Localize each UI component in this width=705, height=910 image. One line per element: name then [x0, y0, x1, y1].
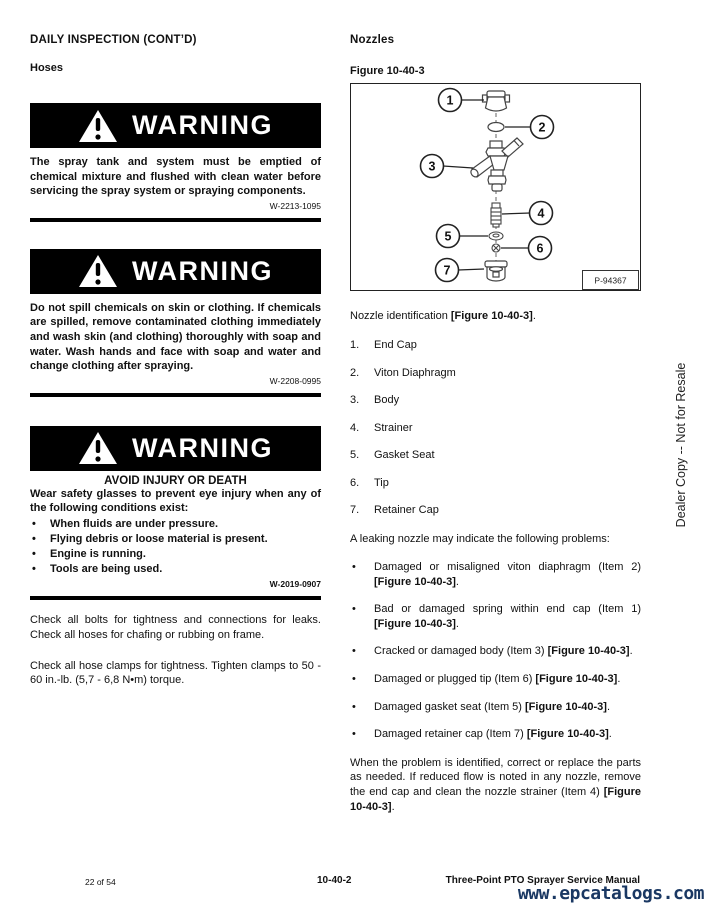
problem-text: Damaged or plugged tip (Item 6): [374, 672, 536, 685]
photo-id: P-94367: [594, 275, 627, 286]
figure-reference: [Figure 10-40-3]: [535, 672, 618, 685]
warning-triangle-icon: [78, 109, 118, 143]
problem-text: Cracked or damaged body (Item 3): [374, 645, 548, 658]
closing-paragraph: [350, 756, 641, 814]
body-paragraph: Check all bolts for tightness and connections for leaks. Check all hoses for chafing or rubbing on frame.: [30, 613, 321, 641]
dealer-copy-watermark: Dealer Copy -- Not for Resale: [674, 362, 688, 528]
safety-bullet: • Engine is running.: [30, 547, 321, 562]
item-label: Body: [374, 394, 400, 406]
callout-number-7: 7: [443, 263, 451, 278]
item-number: 5.: [350, 449, 360, 461]
item-number: 3.: [350, 394, 360, 406]
period: .: [455, 575, 459, 588]
callout-number-6: 6: [536, 241, 544, 256]
figure-reference: [Figure 10-40-3]: [350, 785, 641, 813]
part-end-cap: [483, 91, 510, 111]
warning-banner-label: WARNING: [132, 432, 273, 463]
figure-caption: Figure 10-40-3: [350, 65, 425, 77]
figure-reference: [Figure 10-40-3]: [450, 310, 533, 322]
identification-line: [350, 309, 641, 324]
item-label: Tip: [374, 476, 389, 489]
warning-text-3: Wear safety glasses to prevent eye injury when any of the following conditions exist:: [30, 487, 321, 515]
section-rule: [30, 393, 321, 397]
figure-reference: [Figure 10-40-3]: [525, 700, 607, 713]
identification-text: Nozzle identification: [350, 310, 451, 322]
problem-bullet: [350, 727, 641, 742]
epcatalogs-watermark: www.epcatalogs.com: [517, 883, 704, 904]
figure-reference: [Figure 10-40-3]: [526, 728, 609, 741]
item-label: Gasket Seat: [374, 449, 435, 461]
part-viton-diaphragm: [488, 123, 504, 132]
figure-reference: [Figure 10-40-3]: [547, 645, 630, 658]
parts-list-item: [350, 450, 641, 461]
period: .: [608, 728, 612, 741]
warning-code-2: W-2208-0995: [269, 375, 321, 386]
problem-text: Bad or damaged spring within end cap (Item 1): [374, 603, 641, 616]
warning-banner-3: [30, 426, 321, 471]
nozzle-exploded-diagram: [351, 84, 640, 290]
problem-bullet: [350, 700, 641, 715]
parts-list-item: [350, 340, 641, 351]
problem-bullet: [350, 644, 641, 659]
callout-number-1: 1: [446, 93, 454, 108]
page-title: DAILY INSPECTION (CONT’D): [30, 34, 197, 46]
parts-list-item: [350, 505, 641, 516]
item-label: Strainer: [374, 421, 413, 434]
period: .: [532, 310, 536, 322]
right-column: [350, 0, 641, 814]
part-gasket-seat: [489, 232, 503, 240]
section-heading-nozzles: Nozzles: [350, 34, 395, 46]
safety-bullet-list: [30, 517, 321, 577]
item-number: 1.: [350, 339, 360, 351]
warning-code-1: W-2213-1095: [269, 200, 321, 211]
problem-text: Damaged or misaligned viton diaphragm (Item 2): [374, 561, 641, 573]
part-tip: [492, 244, 500, 252]
item-label: Retainer Cap: [374, 504, 439, 516]
figure-reference: [Figure 10-40-3]: [374, 617, 456, 630]
parts-list-item: [350, 368, 641, 379]
warning-code-3: W-2019-0907: [269, 578, 321, 589]
section-rule: [30, 596, 321, 600]
item-label: End Cap: [374, 339, 417, 351]
problem-text: Damaged gasket seat (Item 5): [374, 700, 526, 713]
callout-number-4: 4: [537, 206, 545, 221]
item-number: 2.: [350, 366, 360, 379]
callout-number-2: 2: [538, 120, 546, 135]
figure-10-40-3: [350, 83, 641, 291]
parts-list: [350, 340, 641, 516]
warning-subheading: AVOID INJURY OR DEATH: [104, 474, 247, 487]
problems-list: [350, 560, 641, 742]
item-label: Viton Diaphragm: [374, 366, 456, 379]
warning-text-1: The spray tank and system must be emptied of chemical mixture and flushed with clean water before servicing the spray system or spraying components.: [30, 156, 321, 198]
safety-bullet: • When fluids are under pressure.: [30, 517, 321, 532]
warning-banner-label: WARNING: [132, 110, 273, 140]
left-column: [30, 0, 321, 688]
warning-banner-1: [30, 103, 321, 148]
problem-text: Damaged retainer cap (Item 7): [374, 728, 527, 741]
part-retainer-cap: [485, 261, 507, 281]
callout-number-3: 3: [428, 159, 436, 174]
safety-bullet: • Flying debris or loose material is present.: [30, 532, 321, 547]
figure-callouts: [421, 89, 554, 282]
warning-banner-label: WARNING: [132, 255, 273, 286]
item-number: 4.: [350, 421, 360, 434]
period: .: [391, 800, 395, 813]
body-paragraph: Check all hose clamps for tightness. Tighten clamps to 50 - 60 in.-lb. (5,7 - 6,8 N•m) torque.: [30, 659, 321, 687]
parts-list-item: [350, 478, 641, 489]
parts-list-item: [350, 395, 641, 406]
part-strainer: [491, 203, 501, 227]
item-number: 6.: [350, 476, 360, 489]
part-body: [469, 138, 523, 191]
leak-intro: A leaking nozzle may indicate the following problems:: [350, 533, 610, 545]
parts-list-item: [350, 423, 641, 434]
period: .: [606, 700, 610, 713]
problem-bullet: [350, 602, 641, 631]
closing-text: When the problem is identified, correct or replace the parts as needed. If reduced flow is noted in any nozzle, remove the end cap and clean the nozzle strainer (Item 4): [350, 756, 641, 798]
warning-banner-2: [30, 249, 321, 294]
item-number: 7.: [350, 504, 360, 516]
warning-triangle-icon: [78, 254, 118, 288]
warning-text-2: Do not spill chemicals on skin or clothing. If chemicals are spilled, remove contaminated clothing immediately and wash skin (and clothing) thoroughly with soap and water. Wash hands and face with soap and water and change clothing after spraying.: [30, 301, 321, 373]
figure-reference: [Figure 10-40-3]: [374, 575, 456, 588]
period: .: [455, 617, 459, 630]
section-heading-hoses: Hoses: [30, 62, 64, 74]
period: .: [629, 645, 633, 658]
footer-section-number: 10-40-2: [317, 875, 352, 886]
period: .: [617, 672, 621, 685]
footer-page-number: 22 of 54: [85, 877, 116, 887]
problem-bullet: [350, 672, 641, 687]
callout-number-5: 5: [444, 229, 452, 244]
problem-bullet: [350, 560, 641, 589]
warning-triangle-icon: [78, 431, 118, 465]
safety-bullet: • Tools are being used.: [30, 562, 321, 577]
footer-manual-title: Three-Point PTO Sprayer Service Manual: [445, 875, 640, 886]
section-rule: [30, 218, 321, 222]
